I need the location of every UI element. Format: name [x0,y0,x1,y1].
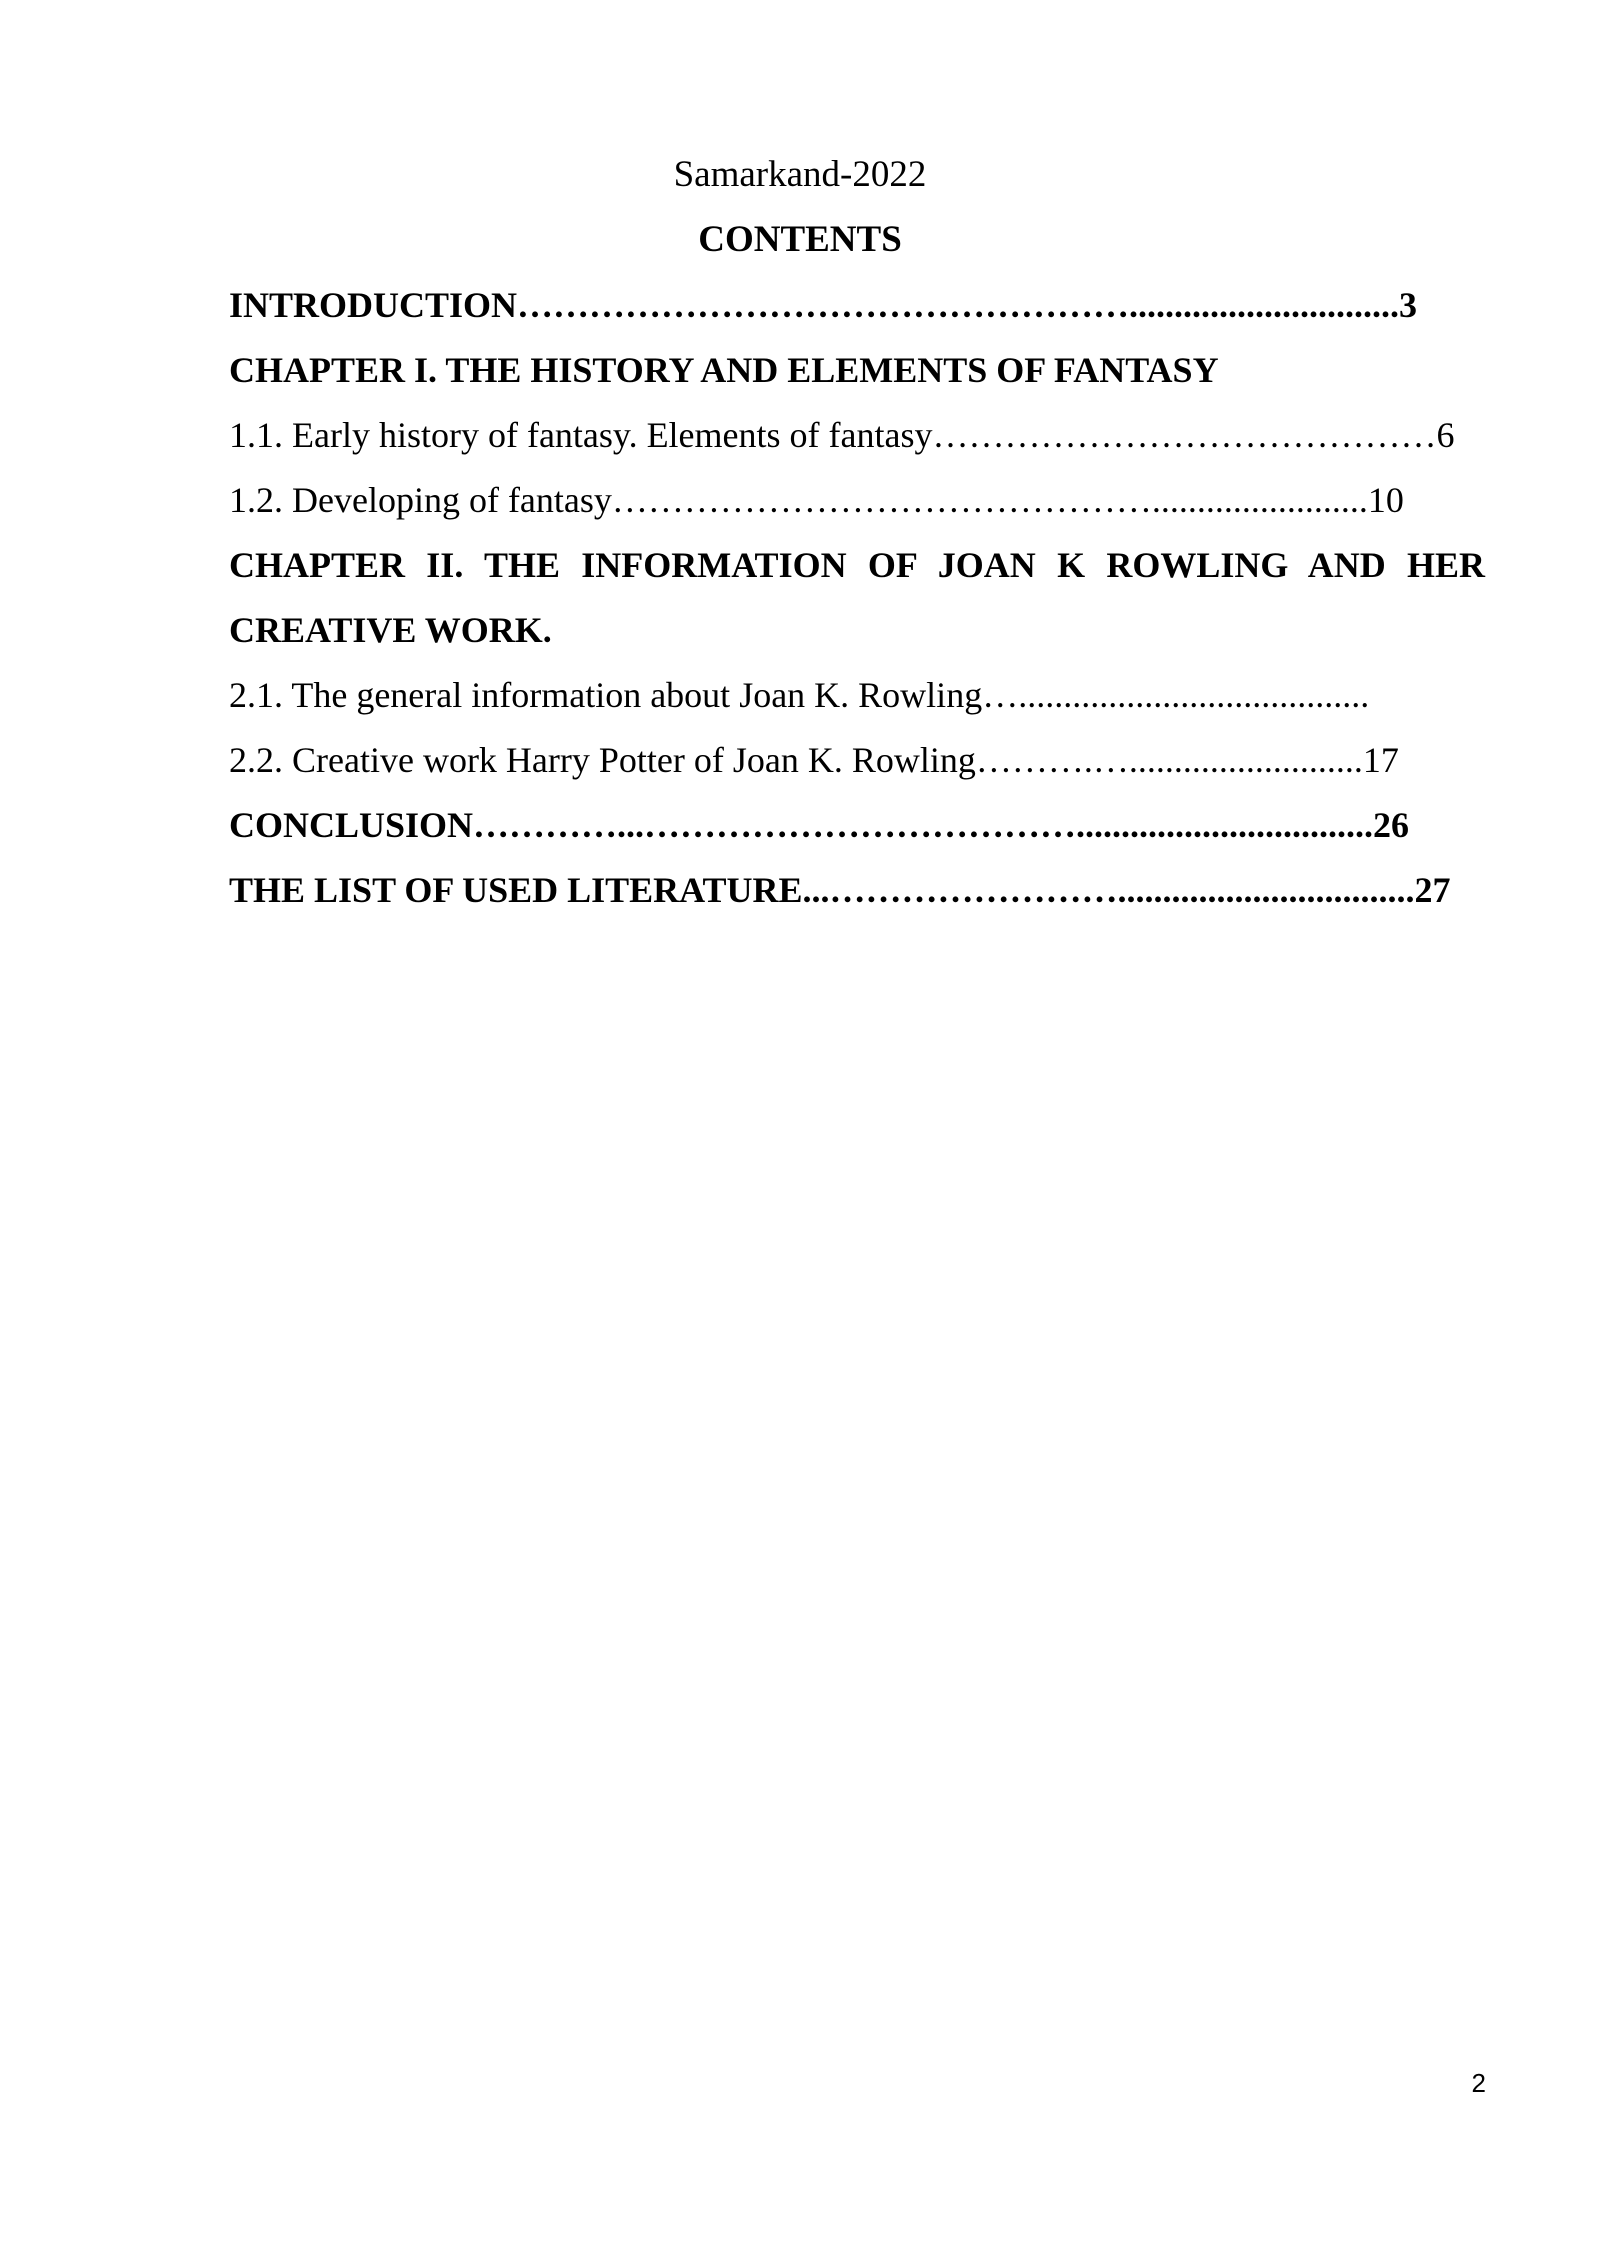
toc-entry-chapter-1: CHAPTER I. THE HISTORY AND ELEMENTS OF FANTASY [229,350,1219,390]
toc-entry-conclusion: CONCLUSION…………...……………………………….................................26 [229,805,1410,845]
toc-entry-section-2-1: 2.1. The general information about Joan K. Rowling…....................................... [229,675,1370,715]
place-year: Samarkand-2022 [673,154,927,195]
toc-entry-literature: THE LIST OF USED LITERATURE...…………………….................................27 [229,870,1451,910]
contents-title: CONTENTS [698,219,902,260]
toc-entry-section-1-2: 1.2. Developing of fantasy………………………………………........................10 [229,480,1404,520]
toc-entry-introduction: INTRODUCTION……………………………………………..............................3 [229,285,1418,325]
toc-entry-chapter-2: CHAPTER II. THE INFORMATION OF JOAN K ROWLING AND HER [229,545,1485,585]
toc-entry-chapter-2-continued: CREATIVE WORK. [229,610,552,650]
toc-entry-section-1-1: 1.1. Early history of fantasy. Elements of fantasy……………………………………6 [229,415,1455,455]
page-number: 2 [1471,2068,1486,2098]
toc-entry-section-2-2: 2.2. Creative work Harry Potter of Joan K. Rowling……….…..........................17 [229,740,1399,780]
